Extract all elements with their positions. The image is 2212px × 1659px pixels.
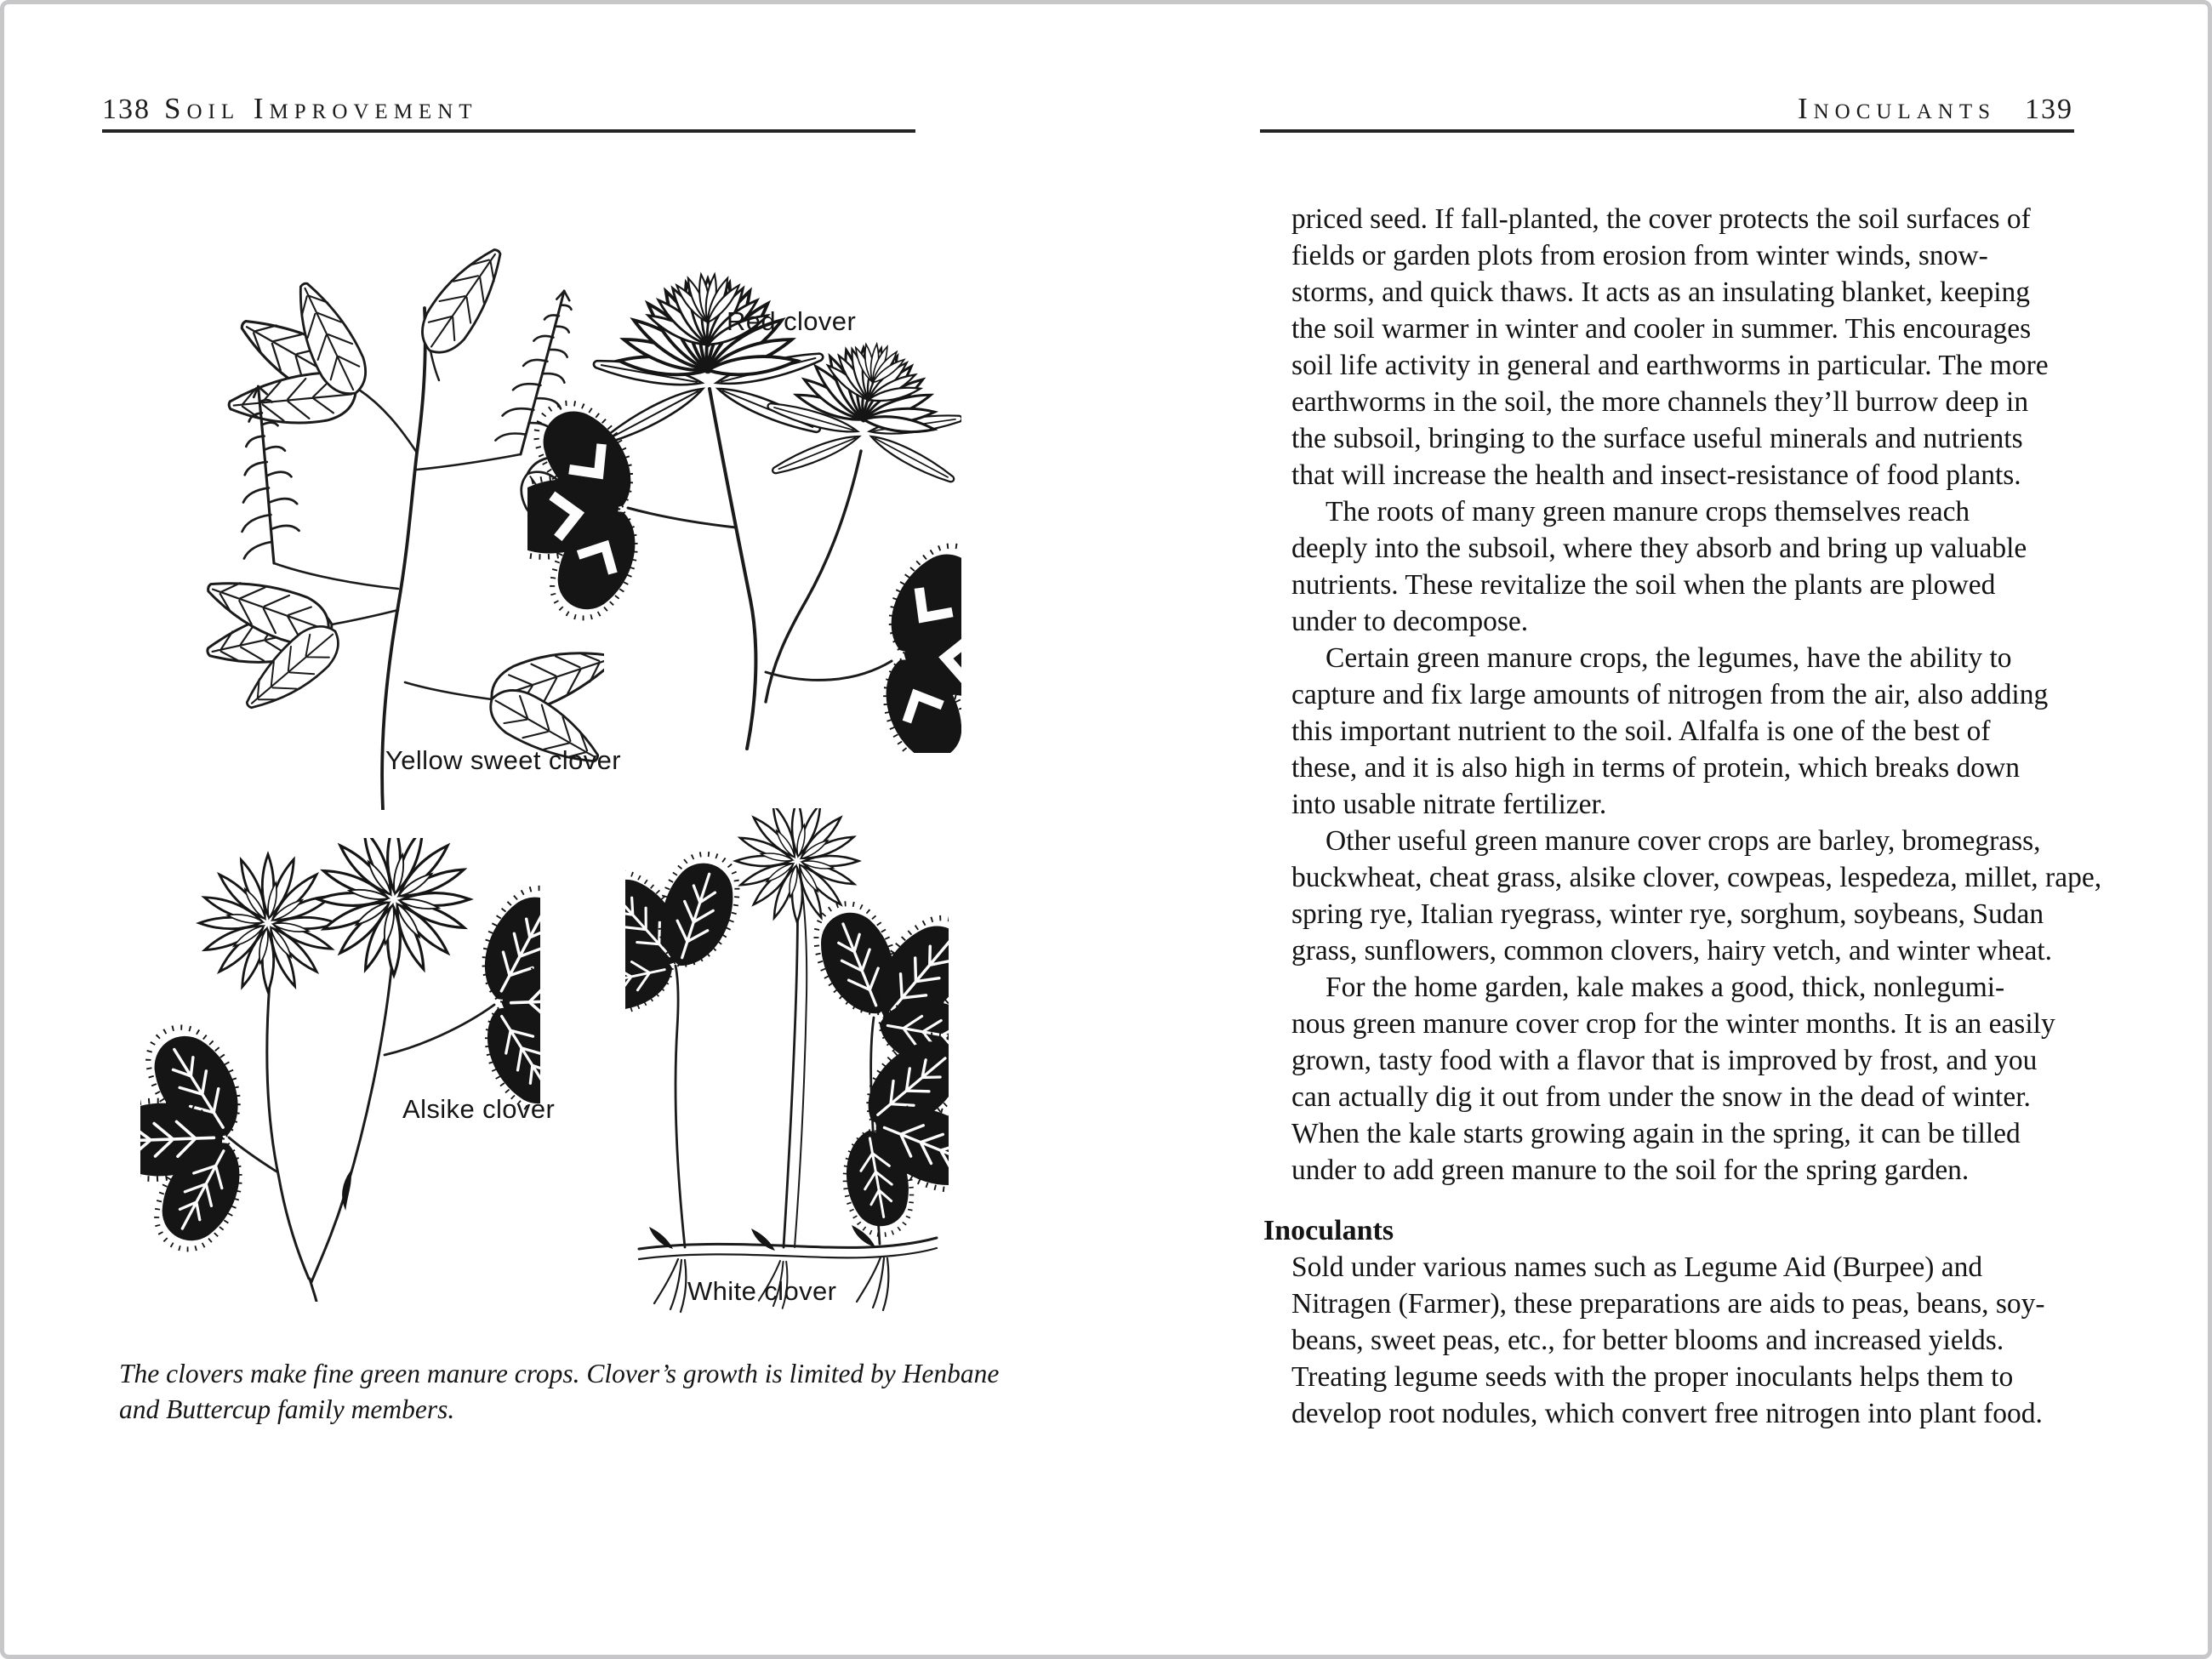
text-line: this important nutrient to the soil. Alfalfa is one of the best of bbox=[1291, 715, 1991, 747]
left-page-header bbox=[102, 92, 478, 126]
body-text-column bbox=[1263, 201, 2114, 1432]
text-line: that will increase the health and insect-resistance of food plants. bbox=[1291, 459, 2021, 491]
text-line: into usable nitrate fertilizer. bbox=[1291, 789, 1607, 820]
figure-caption bbox=[119, 1356, 1000, 1428]
text-line: earthworms in the soil, the more channels they’ll burrow deep in bbox=[1291, 386, 2029, 418]
text-line: beans, sweet peas, etc., for better blooms and increased yields. bbox=[1291, 1325, 2004, 1356]
section-paragraphs bbox=[1263, 1249, 2114, 1432]
text-line: deeply into the subsoil, where they absorb and bring up valuable bbox=[1291, 533, 2027, 564]
paragraph bbox=[1263, 1249, 2114, 1432]
figure-label-white-clover: White clover bbox=[687, 1276, 837, 1306]
paragraph bbox=[1263, 823, 2114, 969]
text-line: Treating legume seeds with the proper inoculants helps them to bbox=[1291, 1361, 2014, 1393]
text-line: fields or garden plots from erosion from winter winds, snow- bbox=[1291, 240, 1988, 271]
text-line: priced seed. If fall-planted, the cover protects the soil surfaces of bbox=[1291, 203, 2031, 235]
text-line: under to decompose. bbox=[1291, 606, 1529, 637]
text-line: and Buttercup family members. bbox=[119, 1394, 455, 1424]
body-paragraphs bbox=[1263, 201, 2114, 1189]
paragraph bbox=[1263, 493, 2114, 640]
text-line: nutrients. These revitalize the soil when the plants are plowed bbox=[1291, 569, 1996, 601]
text-line: Sold under various names such as Legume Aid (Burpee) and bbox=[1291, 1251, 1983, 1283]
text-line: nous green manure cover crop for the winter months. It is an easily bbox=[1291, 1008, 2055, 1040]
text-line: The roots of many green manure crops themselves reach bbox=[1325, 496, 1970, 527]
text-line: For the home garden, kale makes a good, thick, nonlegumi- bbox=[1325, 972, 2005, 1003]
white-clover-illustration bbox=[625, 808, 949, 1336]
left-header-rule bbox=[102, 129, 915, 133]
right-running-title: Inoculants bbox=[1797, 92, 1996, 125]
right-page-header bbox=[1798, 92, 2073, 126]
text-line: soil life activity in general and earthworms in particular. The more bbox=[1291, 350, 2049, 381]
text-line: buckwheat, cheat grass, alsike clover, cowpeas, lespedeza, millet, rape, bbox=[1291, 862, 2102, 893]
section-heading-inoculants: Inoculants bbox=[1263, 1215, 1394, 1246]
text-line: grown, tasty food with a flavor that is improved by frost, and you bbox=[1291, 1045, 2038, 1076]
text-line: spring rye, Italian ryegrass, winter rye, sorghum, soybeans, Sudan bbox=[1291, 898, 2044, 930]
text-line: grass, sunflowers, common clovers, hairy vetch, and winter wheat. bbox=[1291, 935, 2053, 966]
figure-label-alsike-clover: Alsike clover bbox=[402, 1094, 556, 1124]
right-header-rule bbox=[1260, 129, 2074, 133]
figure-label-red-clover: Red clover bbox=[727, 306, 857, 336]
paragraph bbox=[1263, 969, 2114, 1189]
figure-label-yellow-sweet-clover: Yellow sweet clover bbox=[385, 745, 621, 775]
paragraph bbox=[1263, 201, 2114, 493]
text-line: When the kale starts growing again in the spring, it can be tilled bbox=[1291, 1118, 2021, 1149]
text-line: the soil warmer in winter and cooler in summer. This encourages bbox=[1291, 313, 2032, 345]
text-line: storms, and quick thaws. It acts as an insulating blanket, keeping bbox=[1291, 276, 2031, 308]
text-line: Nitragen (Farmer), these preparations are aids to peas, beans, soy- bbox=[1291, 1288, 2045, 1320]
paragraph bbox=[1263, 640, 2114, 823]
left-page-number: 138 bbox=[102, 94, 151, 125]
text-line: under to add green manure to the soil for the spring garden. bbox=[1291, 1154, 1970, 1186]
text-line: The clovers make fine green manure crops. Clover’s growth is limited by Henbane bbox=[119, 1359, 1000, 1388]
text-line: develop root nodules, which convert free nitrogen into plant food. bbox=[1291, 1398, 2043, 1429]
text-line: the subsoil, bringing to the surface useful minerals and nutrients bbox=[1291, 423, 2023, 454]
text-line: these, and it is also high in terms of protein, which breaks down bbox=[1291, 752, 2020, 784]
text-line: Other useful green manure cover crops are barley, bromegrass, bbox=[1325, 825, 2041, 857]
right-page-number: 139 bbox=[2025, 94, 2073, 125]
alsike-clover-illustration bbox=[140, 838, 540, 1302]
text-line: capture and fix large amounts of nitrogen from the air, also adding bbox=[1291, 679, 2049, 710]
left-running-title: Soil Improvement bbox=[164, 92, 478, 125]
text-line: can actually dig it out from under the snow in the dead of winter. bbox=[1291, 1081, 2031, 1113]
text-line: Certain green manure crops, the legumes, have the ability to bbox=[1325, 642, 2012, 674]
